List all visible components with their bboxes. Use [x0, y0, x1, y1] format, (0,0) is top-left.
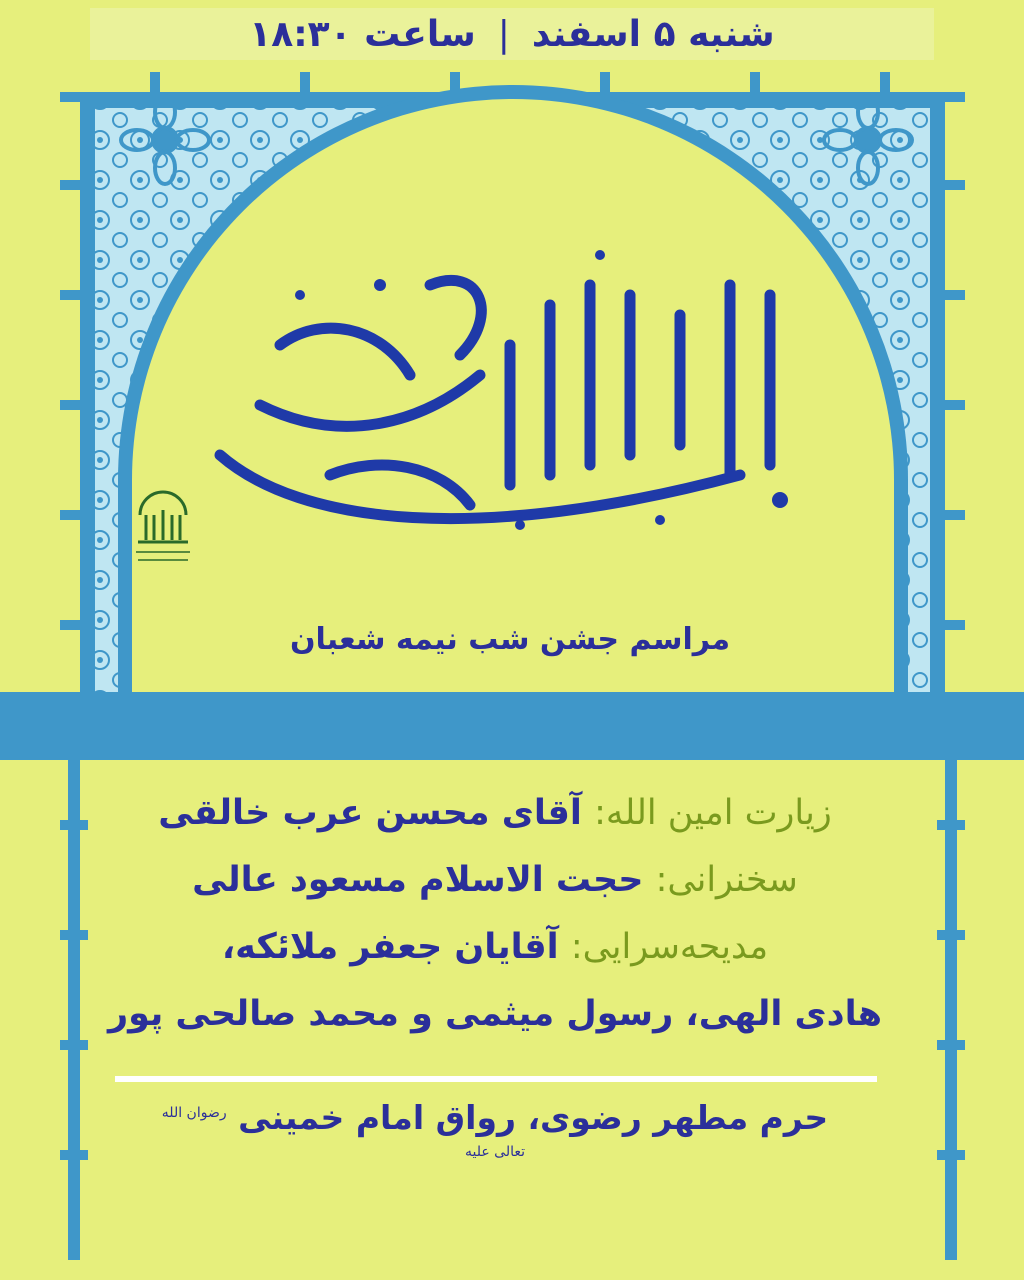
program-list — [100, 780, 890, 1048]
program-name: آقای محسن عرب خالقی — [158, 793, 582, 833]
program-role: زیارت امین الله: — [594, 793, 832, 833]
venue-text: حرم مطهر رضوی، رواق امام خمینی — [238, 1098, 829, 1137]
program-role: سخنرانی: — [655, 860, 798, 900]
event-title: مراسم جشن شب نیمه شعبان — [289, 622, 731, 657]
program-item — [100, 847, 890, 914]
venue — [150, 1098, 840, 1176]
divider — [115, 1076, 877, 1082]
program-name: آقایان جعفر ملائکه، — [221, 927, 559, 967]
program-item — [100, 780, 890, 847]
date-time — [90, 8, 934, 60]
program-item — [100, 914, 890, 981]
event-time: ساعت ۱۸:۳۰ — [249, 13, 476, 55]
date-separator: | — [497, 13, 510, 55]
date-bar — [0, 692, 1024, 760]
program-item — [100, 981, 890, 1048]
venue-honorific: رضوان الله تعالی علیه — [161, 1105, 526, 1160]
event-date: شنبه ۵ اسفند — [531, 13, 775, 55]
program-role: مدیحه‌سرایی: — [570, 927, 769, 967]
shrine-logo — [128, 470, 198, 570]
program-name: حجت الاسلام مسعود عالی — [192, 860, 644, 900]
program-name: هادی الهی، رسول میثمی و محمد صالحی پور — [108, 994, 882, 1034]
calligraphy-artwork — [180, 225, 820, 555]
